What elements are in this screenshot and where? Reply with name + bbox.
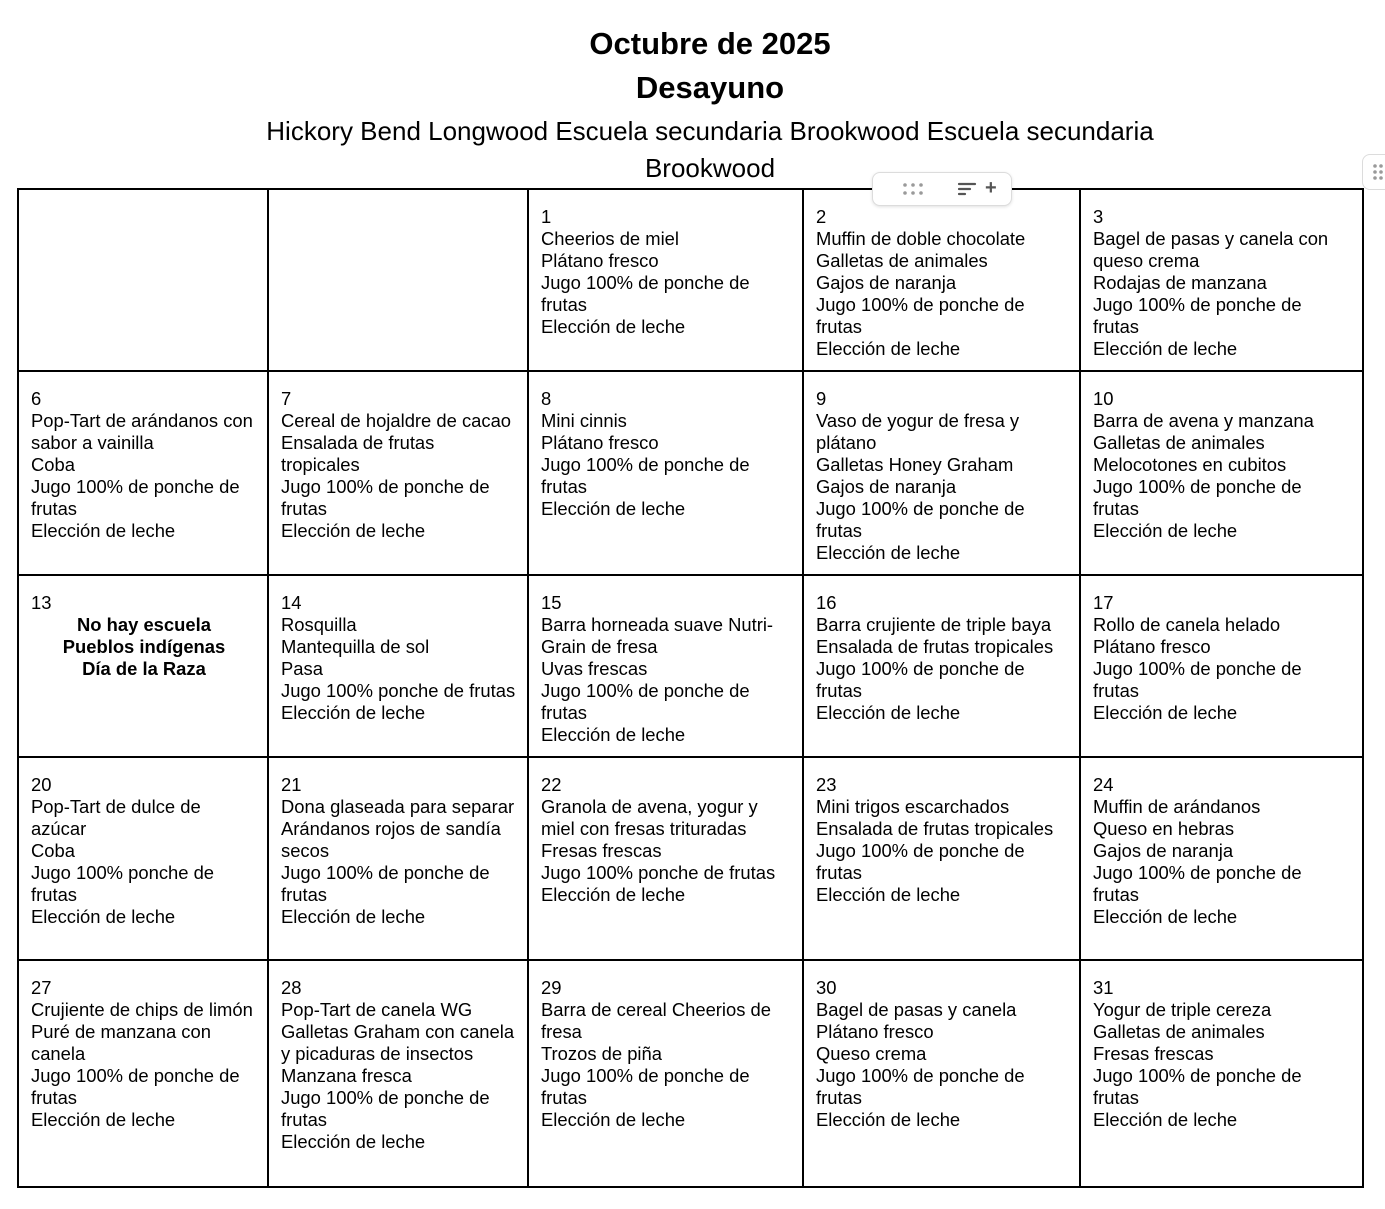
menu-item: Elección de leche: [816, 1109, 961, 1130]
menu-item: Elección de leche: [31, 1109, 176, 1130]
menu-item: Gajos de naranja: [1093, 840, 1234, 861]
menu-item: Jugo 100% de ponche de frutas: [541, 454, 750, 497]
menu-item: Muffin de arándanos: [1093, 796, 1261, 817]
calendar-day-cell: [18, 575, 268, 757]
menu-item: Mini trigos escarchados: [816, 796, 1010, 817]
menu-item: Jugo 100% ponche de frutas: [541, 862, 776, 883]
menu-item: Pop-Tart de canela WG: [281, 999, 473, 1020]
menu-item: Pasa: [281, 658, 323, 679]
menu-item: Jugo 100% de ponche de frutas: [1093, 1065, 1302, 1108]
day-number: 15: [541, 592, 562, 613]
menu-item: Jugo 100% de ponche de frutas: [541, 680, 750, 723]
menu-item: Elección de leche: [281, 1131, 426, 1152]
day-number: 8: [541, 388, 552, 409]
menu-item: Elección de leche: [281, 520, 426, 541]
menu-item: Melocotones en cubitos: [1093, 454, 1287, 475]
menu-item: Elección de leche: [816, 338, 961, 359]
menu-item: Jugo 100% de ponche de frutas: [541, 272, 750, 315]
menu-item: Plátano fresco: [1093, 636, 1211, 657]
plus-icon[interactable]: +: [985, 177, 997, 199]
menu-item: Cereal de hojaldre de cacao: [281, 410, 512, 431]
menu-item: Jugo 100% de ponche de frutas: [541, 1065, 750, 1108]
calendar-day-cell: [528, 189, 803, 371]
calendar-week-row: [18, 371, 1363, 575]
menu-item: Elección de leche: [541, 724, 686, 745]
menu-item: Elección de leche: [281, 906, 426, 927]
drag-handle-icon: [1371, 162, 1385, 182]
calendar-week-row: [18, 575, 1363, 757]
calendar-day-cell: [803, 371, 1080, 575]
menu-item: Elección de leche: [1093, 906, 1238, 927]
day-number: 9: [816, 388, 827, 409]
menu-item: Elección de leche: [541, 498, 686, 519]
menu-item: Jugo 100% de ponche de frutas: [816, 658, 1025, 701]
menu-item: Queso en hebras: [1093, 818, 1235, 839]
menu-item: Coba: [31, 840, 75, 861]
menu-item: Elección de leche: [541, 884, 686, 905]
day-number: 6: [31, 388, 42, 409]
calendar-day-cell: [803, 189, 1080, 371]
menu-item: Jugo 100% de ponche de frutas: [31, 1065, 240, 1108]
menu-item: Jugo 100% de ponche de frutas: [816, 840, 1025, 883]
menu-item: Pop-Tart de arándanos con sabor a vainilla: [31, 410, 253, 453]
menu-item: Elección de leche: [816, 542, 961, 563]
menu-item: Bagel de pasas y canela con queso crema: [1093, 228, 1329, 271]
calendar-day-cell: [528, 575, 803, 757]
day-number: 30: [816, 977, 837, 998]
calendar-day-cell: [803, 960, 1080, 1187]
day-number: 24: [1093, 774, 1114, 795]
schools-line-1: Hickory Bend Longwood Escuela secundaria Brookwood Escuela secundaria: [266, 116, 1154, 146]
calendar-day-cell: [18, 189, 268, 371]
day-number: 1: [541, 206, 552, 227]
day-number: 10: [1093, 388, 1114, 409]
menu-item: Jugo 100% de ponche de frutas: [816, 498, 1025, 541]
day-number: 20: [31, 774, 52, 795]
menu-item: Jugo 100% de ponche de frutas: [1093, 658, 1302, 701]
day-number: 14: [281, 592, 302, 613]
menu-item: Elección de leche: [1093, 1109, 1238, 1130]
menu-item: Plátano fresco: [541, 432, 659, 453]
day-number: 7: [281, 388, 292, 409]
menu-item: Elección de leche: [31, 906, 176, 927]
menu-item: Rodajas de manzana: [1093, 272, 1267, 293]
menu-item: Puré de manzana con canela: [31, 1021, 211, 1064]
day-number: 28: [281, 977, 302, 998]
menu-item: Elección de leche: [31, 520, 176, 541]
menu-item: Plátano fresco: [541, 250, 659, 271]
menu-item: Mini cinnis: [541, 410, 627, 431]
day-number: 17: [1093, 592, 1114, 613]
menu-item: Elección de leche: [281, 702, 426, 723]
calendar-day-cell: [1080, 575, 1363, 757]
menu-item: Barra horneada suave Nutri-Grain de fresa: [541, 614, 774, 657]
menu-item: Coba: [31, 454, 75, 475]
menu-item: Galletas Honey Graham: [816, 454, 1014, 475]
day-number: 22: [541, 774, 562, 795]
menu-item: Jugo 100% ponche de frutas: [281, 680, 516, 701]
holiday-note: Pueblos indígenas: [62, 636, 226, 657]
menu-item: Elección de leche: [541, 316, 686, 337]
menu-item: Vaso de yogur de fresa y plátano: [816, 410, 1020, 453]
menu-item: Manzana fresca: [281, 1065, 412, 1086]
table-toolbar: [872, 172, 1012, 206]
day-number: 13: [31, 592, 52, 613]
calendar-day-cell: [528, 757, 803, 960]
menu-item: Bagel de pasas y canela: [816, 999, 1017, 1020]
holiday-note: No hay escuela: [77, 614, 211, 635]
menu-item: Dona glaseada para separar: [281, 796, 515, 817]
menu-item: Yogur de triple cereza: [1093, 999, 1272, 1020]
menu-item: Mantequilla de sol: [281, 636, 430, 657]
day-number: 16: [816, 592, 837, 613]
calendar-day-cell: [528, 371, 803, 575]
sort-lines-icon[interactable]: [957, 181, 977, 202]
menu-item: Ensalada de frutas tropicales: [816, 818, 1054, 839]
calendar-day-cell: [18, 371, 268, 575]
calendar-day-cell: [803, 757, 1080, 960]
calendar-day-cell: [268, 960, 528, 1187]
menu-item: Elección de leche: [1093, 338, 1238, 359]
day-number: 2: [816, 206, 827, 227]
menu-item: Jugo 100% de ponche de frutas: [1093, 294, 1302, 337]
side-drag-handle[interactable]: [1362, 154, 1385, 190]
menu-item: Gajos de naranja: [816, 476, 957, 497]
calendar-body: [18, 189, 1363, 1187]
menu-item: Jugo 100% de ponche de frutas: [816, 1065, 1025, 1108]
menu-item: Jugo 100% de ponche de frutas: [281, 1087, 490, 1130]
menu-item: Gajos de naranja: [816, 272, 957, 293]
calendar-day-cell: [268, 189, 528, 371]
menu-item: Cheerios de miel: [541, 228, 679, 249]
calendar-day-cell: [18, 960, 268, 1187]
drag-handle-icon[interactable]: [901, 181, 925, 202]
menu-item: Rollo de canela helado: [1093, 614, 1281, 635]
menu-item: Granola de avena, yogur y miel con fresas trituradas: [541, 796, 758, 839]
menu-item: Jugo 100% de ponche de frutas: [281, 476, 490, 519]
menu-item: Jugo 100% ponche de frutas: [31, 862, 215, 905]
calendar-day-cell: [1080, 371, 1363, 575]
menu-item: Galletas de animales: [816, 250, 988, 271]
menu-item: Galletas Graham con canela y picaduras de insectos: [281, 1021, 515, 1064]
calendar-day-cell: [1080, 757, 1363, 960]
menu-item: Arándanos rojos de sandía secos: [281, 818, 501, 861]
calendar-day-cell: [18, 757, 268, 960]
calendar-day-cell: [268, 371, 528, 575]
schools-line-2: Brookwood: [644, 153, 776, 183]
menu-item: Jugo 100% de ponche de frutas: [816, 294, 1025, 337]
menu-item: Elección de leche: [816, 884, 961, 905]
menu-item: Rosquilla: [281, 614, 357, 635]
menu-item: Jugo 100% de ponche de frutas: [31, 476, 240, 519]
meal-title: Desayuno: [635, 70, 785, 105]
menu-item: Uvas frescas: [541, 658, 648, 679]
calendar-day-cell: [803, 575, 1080, 757]
menu-item: Ensalada de frutas tropicales: [281, 432, 435, 475]
holiday-note: Día de la Raza: [82, 658, 206, 679]
day-number: 29: [541, 977, 562, 998]
menu-calendar-table: [17, 188, 1364, 1188]
day-number: 27: [31, 977, 52, 998]
day-number: 23: [816, 774, 837, 795]
menu-item: Trozos de piña: [541, 1043, 662, 1064]
menu-item: Jugo 100% de ponche de frutas: [1093, 862, 1302, 905]
page-title: Octubre de 2025: [589, 26, 831, 61]
menu-item: Elección de leche: [1093, 702, 1238, 723]
menu-item: Plátano fresco: [816, 1021, 934, 1042]
calendar-week-row: [18, 960, 1363, 1187]
menu-item: Queso crema: [816, 1043, 927, 1064]
menu-item: Fresas frescas: [1093, 1043, 1214, 1064]
calendar-day-cell: [1080, 960, 1363, 1187]
day-number: 21: [281, 774, 302, 795]
menu-item: Barra de cereal Cheerios de fresa: [541, 999, 772, 1042]
menu-item: Jugo 100% de ponche de frutas: [281, 862, 490, 905]
calendar-day-cell: [1080, 189, 1363, 371]
calendar-day-cell: [528, 960, 803, 1187]
menu-item: Barra crujiente de triple baya: [816, 614, 1052, 635]
menu-item: Pop-Tart de dulce de azúcar: [31, 796, 201, 839]
menu-item: Galletas de animales: [1093, 432, 1265, 453]
calendar-week-row: [18, 189, 1363, 371]
calendar-week-row: [18, 757, 1363, 960]
menu-item: Crujiente de chips de limón: [31, 999, 253, 1020]
menu-item: Ensalada de frutas tropicales: [816, 636, 1054, 657]
menu-item: Elección de leche: [541, 1109, 686, 1130]
menu-item: Fresas frescas: [541, 840, 662, 861]
calendar-day-cell: [268, 757, 528, 960]
menu-item: Barra de avena y manzana: [1093, 410, 1314, 431]
menu-item: Galletas de animales: [1093, 1021, 1265, 1042]
day-number: 3: [1093, 206, 1104, 227]
menu-item: Muffin de doble chocolate: [816, 228, 1026, 249]
menu-item: Elección de leche: [816, 702, 961, 723]
menu-item: Jugo 100% de ponche de frutas: [1093, 476, 1302, 519]
menu-item: Elección de leche: [1093, 520, 1238, 541]
calendar-day-cell: [268, 575, 528, 757]
day-number: 31: [1093, 977, 1114, 998]
